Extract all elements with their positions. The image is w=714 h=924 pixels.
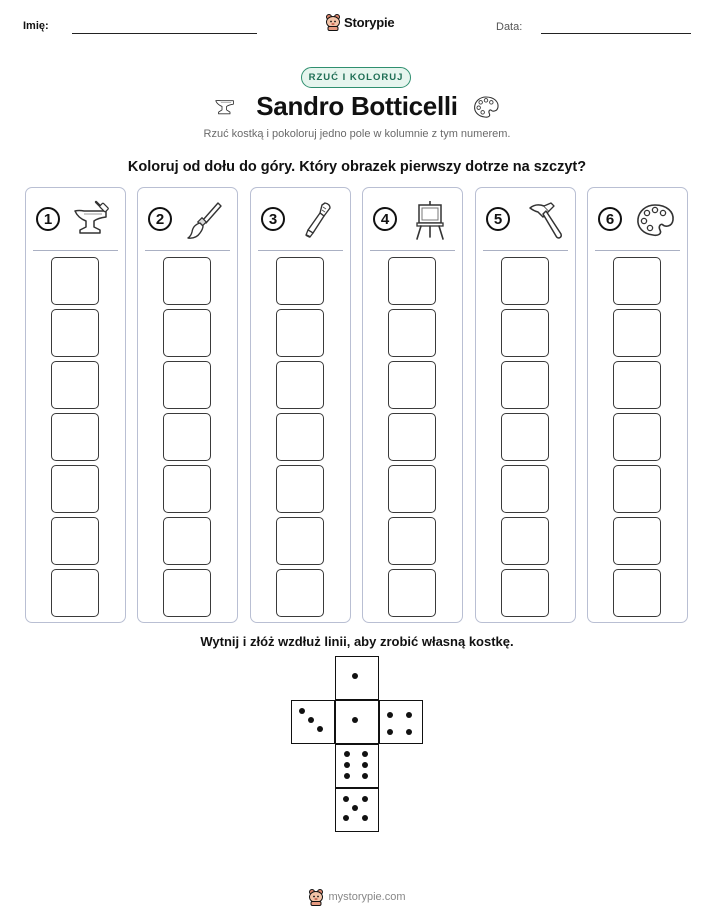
color-cell[interactable]	[163, 309, 211, 357]
color-cell[interactable]	[613, 413, 661, 461]
die-pip	[299, 708, 305, 714]
die-pip	[317, 726, 323, 732]
color-cell[interactable]	[51, 309, 99, 357]
column-5	[475, 187, 576, 623]
die-face-1	[335, 656, 379, 700]
column-header	[476, 188, 575, 248]
color-cell[interactable]	[276, 413, 324, 461]
color-cell[interactable]	[388, 413, 436, 461]
die-pip	[352, 673, 358, 679]
color-cell[interactable]	[276, 517, 324, 565]
color-cell[interactable]	[613, 257, 661, 305]
color-cell[interactable]	[276, 361, 324, 409]
die-pip	[344, 751, 350, 757]
column-divider	[33, 250, 118, 251]
color-cell[interactable]	[501, 413, 549, 461]
column-header	[26, 188, 125, 248]
color-cell[interactable]	[276, 309, 324, 357]
cut-instruction: Wytnij i złóż wzdłuż linii, aby zrobić własną kostkę.	[200, 634, 514, 649]
die-pip	[387, 712, 393, 718]
color-cell[interactable]	[276, 257, 324, 305]
brand-logo	[325, 13, 394, 31]
column-6	[587, 187, 688, 623]
page-subtitle: Rzuć kostką i pokoloruj jedno pole w kolumnie z tym numerem.	[203, 128, 511, 140]
page-title: Sandro Botticelli	[256, 91, 458, 121]
color-cell[interactable]	[163, 413, 211, 461]
name-line[interactable]	[72, 33, 257, 34]
color-cell[interactable]	[51, 257, 99, 305]
die-pip	[343, 796, 349, 802]
column-divider	[258, 250, 343, 251]
storypie-mascot-icon	[308, 888, 324, 906]
color-cell[interactable]	[388, 569, 436, 617]
palette-icon	[470, 93, 502, 121]
color-cell[interactable]	[388, 517, 436, 565]
color-cell[interactable]	[501, 257, 549, 305]
color-cell[interactable]	[501, 309, 549, 357]
color-cell[interactable]	[276, 569, 324, 617]
easel-icon	[409, 199, 451, 241]
brand-name: Storypie	[344, 14, 395, 30]
color-cell[interactable]	[163, 361, 211, 409]
palette-icon	[634, 199, 676, 241]
color-cell[interactable]	[613, 517, 661, 565]
color-cell[interactable]	[163, 257, 211, 305]
die-pip	[352, 805, 358, 811]
die-pip	[406, 729, 412, 735]
color-cell[interactable]	[388, 257, 436, 305]
color-cell[interactable]	[51, 413, 99, 461]
color-cell[interactable]	[501, 569, 549, 617]
name-label: Imię:	[23, 20, 49, 32]
column-3	[250, 187, 351, 623]
hammer-icon	[522, 199, 564, 241]
die-pip	[344, 773, 350, 779]
color-cell[interactable]	[613, 569, 661, 617]
storypie-mascot-icon	[325, 13, 341, 31]
color-cell[interactable]	[501, 465, 549, 513]
die-pip	[362, 762, 368, 768]
date-line[interactable]	[541, 33, 691, 34]
color-cell[interactable]	[613, 465, 661, 513]
color-cell[interactable]	[51, 517, 99, 565]
chisel-icon	[297, 199, 339, 241]
color-cell[interactable]	[388, 361, 436, 409]
die-pip	[343, 815, 349, 821]
anvil-icon	[72, 199, 114, 241]
color-cell[interactable]	[388, 309, 436, 357]
footer-link[interactable]: mystorypie.com	[328, 891, 406, 903]
die-pip	[362, 815, 368, 821]
column-number: 3	[261, 207, 285, 231]
color-cell[interactable]	[613, 309, 661, 357]
die-face-4	[379, 700, 423, 744]
activity-badge: RZUĆ I KOLORUJ	[301, 67, 411, 88]
color-cell[interactable]	[51, 569, 99, 617]
die-pip	[344, 762, 350, 768]
column-header	[363, 188, 462, 248]
color-cell[interactable]	[163, 517, 211, 565]
color-cell[interactable]	[501, 517, 549, 565]
color-cell[interactable]	[613, 361, 661, 409]
column-divider	[483, 250, 568, 251]
column-number: 2	[148, 207, 172, 231]
die-pip	[352, 717, 358, 723]
column-2	[137, 187, 238, 623]
die-pip	[387, 729, 393, 735]
column-header	[588, 188, 687, 248]
color-cell[interactable]	[51, 361, 99, 409]
die-face-5	[335, 788, 379, 832]
die-pip	[308, 717, 314, 723]
color-cell[interactable]	[276, 465, 324, 513]
footer	[0, 888, 714, 906]
die-pip	[406, 712, 412, 718]
column-divider	[370, 250, 455, 251]
color-cell[interactable]	[51, 465, 99, 513]
color-cell[interactable]	[163, 465, 211, 513]
color-cell[interactable]	[388, 465, 436, 513]
die-pip	[362, 773, 368, 779]
column-divider	[145, 250, 230, 251]
column-divider	[595, 250, 680, 251]
die-face-3	[291, 700, 335, 744]
die-pip	[362, 796, 368, 802]
paintbrush-icon	[184, 199, 226, 241]
column-1	[25, 187, 126, 623]
date-label: Data:	[496, 21, 523, 33]
column-number: 4	[373, 207, 397, 231]
color-cell[interactable]	[163, 569, 211, 617]
die-face-6	[335, 744, 379, 788]
instruction-text: Koloruj od dołu do góry. Który obrazek pierwszy dotrze na szczyt?	[127, 159, 587, 175]
die-pip	[362, 751, 368, 757]
color-cell[interactable]	[501, 361, 549, 409]
column-number: 1	[36, 207, 60, 231]
column-number: 5	[486, 207, 510, 231]
die-face-1	[335, 700, 379, 744]
column-header	[138, 188, 237, 248]
column-number: 6	[598, 207, 622, 231]
column-4	[362, 187, 463, 623]
column-header	[251, 188, 350, 248]
